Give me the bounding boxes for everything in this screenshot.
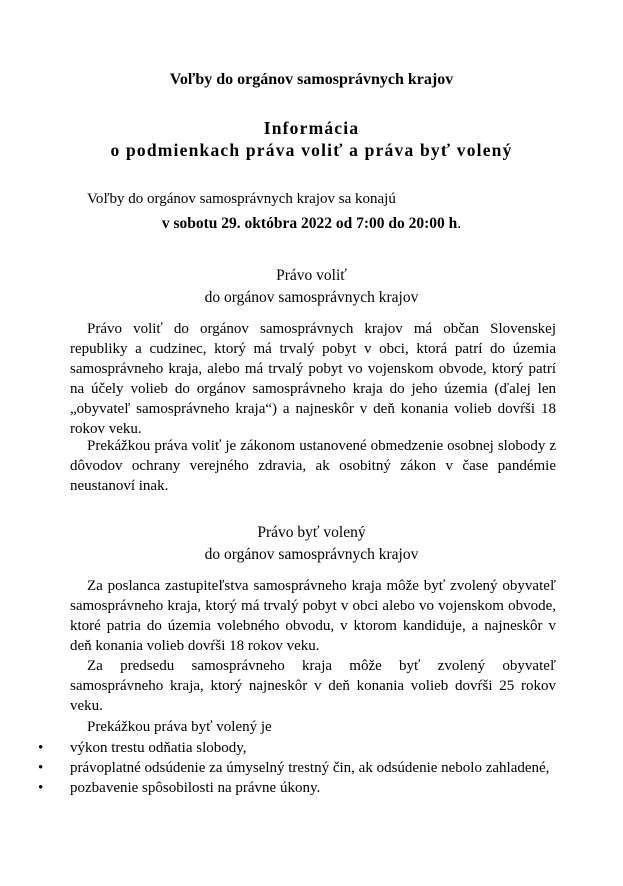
election-date	[0, 215, 623, 233]
intro-text: Voľby do orgánov samosprávnych krajov sa konajú	[87, 191, 396, 207]
section-vote-title	[0, 265, 623, 309]
subtitle-line-1: Informácia	[263, 118, 360, 138]
obstacle-lead: Prekážkou práva byť volený je	[87, 719, 272, 735]
bullet-icon: •	[38, 760, 44, 776]
election-date-text: v sobotu 29. októbra 2022 od 7:00 do 20:00 h	[161, 215, 458, 232]
bullet-icon: •	[38, 780, 44, 796]
section-elected-paragraph-2: Za predsedu samosprávneho kraja môže byť zvolený obyvateľ samosprávneho kraja, ktorý najneskôr v deň konania volieb dovŕši 25 rokov veku.	[70, 658, 556, 714]
bullet-icon: •	[38, 740, 44, 756]
list-item-text: pozbavenie spôsobilosti na právne úkony.	[70, 780, 321, 796]
document-title: Voľby do orgánov samosprávnych krajov	[169, 71, 454, 88]
section-elected-title	[0, 522, 623, 566]
list-item-text: výkon trestu odňatia slobody,	[70, 740, 247, 756]
section-elected-title-line-1: Právo byť volený	[257, 524, 366, 541]
list-item	[38, 758, 558, 778]
election-date-period: .	[457, 215, 462, 232]
section-elected-title-line-2: do orgánov samosprávnych krajov	[204, 546, 419, 563]
obstacle-list	[38, 738, 558, 798]
section-vote-title-line-2: do orgánov samosprávnych krajov	[204, 289, 419, 306]
section-vote-paragraph-2: Prekážkou práva voliť je zákonom ustanovené obmedzenie osobnej slobody z dôvodov ochrany verejného zdravia, ak osobitný zákon v čase pandémie neustanoví inak.	[70, 438, 556, 494]
section-vote-title-line-1: Právo voliť	[276, 267, 347, 284]
section-elected-paragraph-1: Za poslanca zastupiteľstva samosprávneho kraja môže byť zvolený obyvateľ samosprávneho kraja, ktorý má trvalý pobyt v obci alebo vo vojenskom obvode, ktoré patria do územia volebného obvodu, v ktorom kandiduje, a najneskôr v deň konania volieb dovŕši 18 rokov veku.	[70, 578, 556, 654]
list-item	[38, 738, 558, 758]
document-subtitle	[0, 117, 623, 161]
subtitle-line-2: o podmienkach práva voliť a práva byť volený	[110, 140, 513, 160]
section-vote-paragraph-1: Právo voliť do orgánov samosprávnych krajov má občan Slovenskej republiky a cudzinec, ktorý má trvalý pobyt v obci, ktorá patrí do územia samosprávneho kraja, alebo má trvalý pobyt vo vojenskom obvode, ktorý patrí na účely volieb do orgánov samosprávneho kraja do jeho územia (ďalej len „obyvateľ samosprávneho kraja“) a najneskôr v deň konania volieb dovŕši 18 rokov veku.	[70, 321, 556, 437]
list-item	[38, 778, 558, 798]
list-item-text: právoplatné odsúdenie za úmyselný trestný čin, ak odsúdenie nebolo zahladené,	[70, 760, 550, 776]
